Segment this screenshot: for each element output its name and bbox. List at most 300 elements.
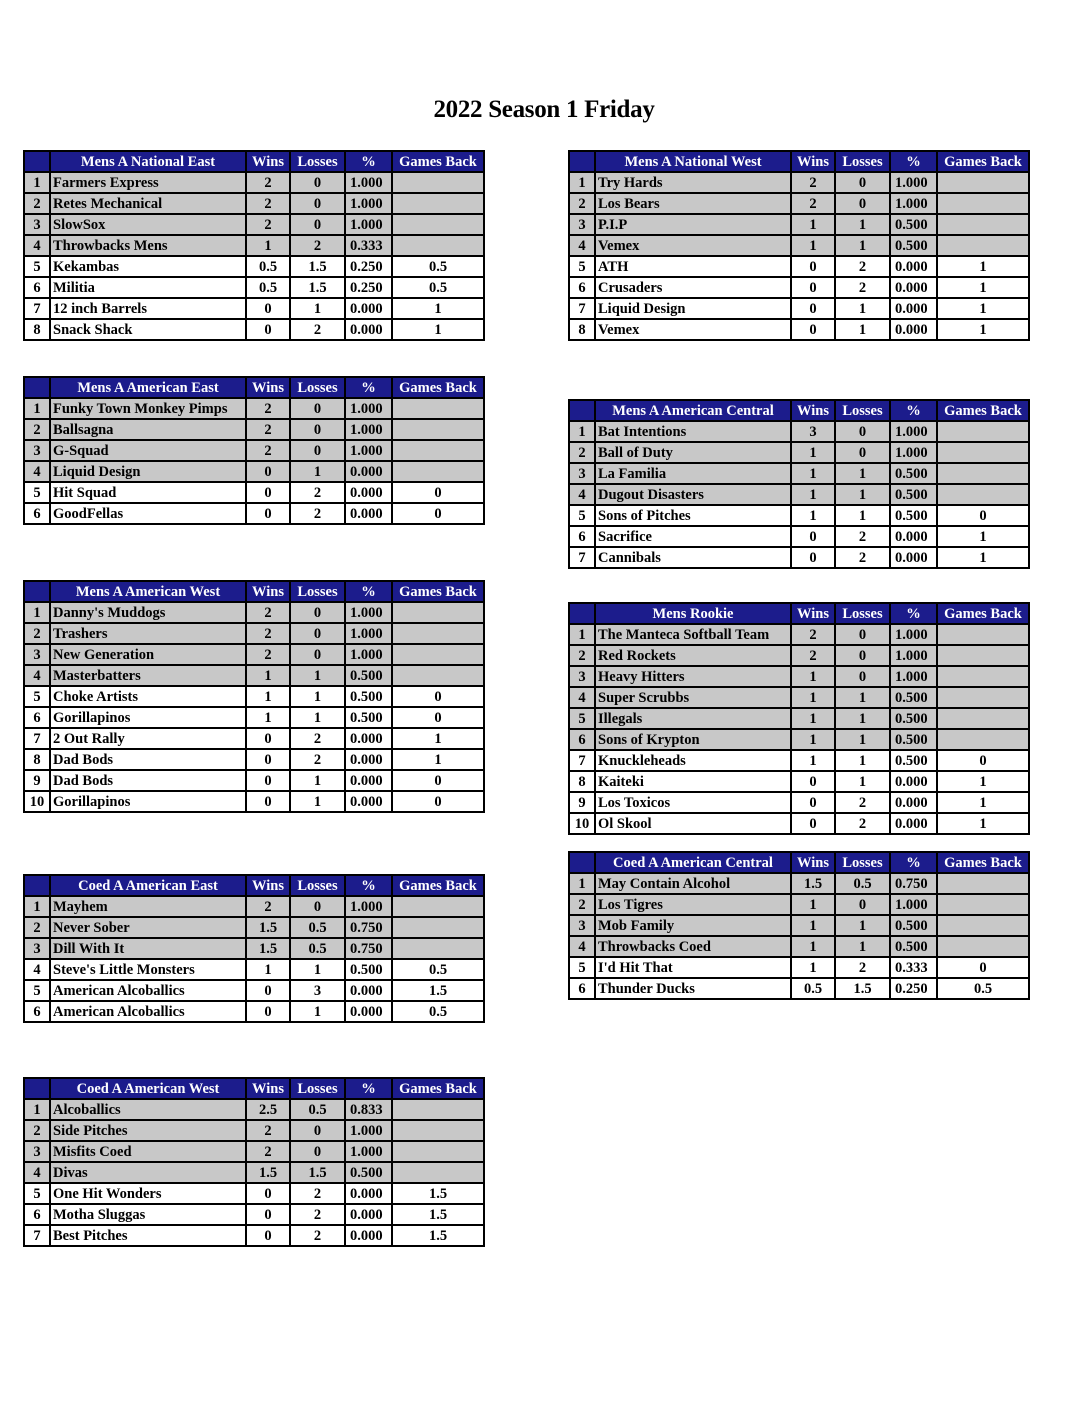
standings-table-coed-a-american-east (23, 874, 485, 1023)
rank-cell: 6 (24, 1001, 50, 1022)
wins-cell: 0 (791, 547, 835, 568)
pct-cell: 0.000 (890, 256, 937, 277)
losses-cell: 0.5 (290, 917, 345, 938)
th-wins: Wins (246, 581, 290, 602)
pct-cell: 1.000 (345, 398, 392, 419)
losses-cell: 1 (835, 463, 890, 484)
wins-cell: 1 (791, 484, 835, 505)
games-back-cell: 0 (392, 791, 484, 812)
wins-cell: 2 (246, 1141, 290, 1162)
losses-cell: 1 (290, 791, 345, 812)
games-back-cell: 1 (392, 749, 484, 770)
pct-cell: 0.000 (345, 1225, 392, 1246)
team-name: Sacrifice (595, 526, 791, 547)
games-back-cell: 1 (937, 256, 1029, 277)
th-games-back: Games Back (937, 603, 1029, 624)
pct-cell: 1.000 (345, 440, 392, 461)
team-name: Kekambas (50, 256, 246, 277)
rank-cell: 3 (569, 915, 595, 936)
games-back-cell: 1 (392, 728, 484, 749)
losses-cell: 2 (835, 277, 890, 298)
table-row (24, 1001, 484, 1022)
th-rank (24, 875, 50, 896)
rank-cell: 3 (569, 666, 595, 687)
rank-cell: 10 (24, 791, 50, 812)
games-back-cell (392, 1162, 484, 1183)
losses-cell: 1 (290, 1001, 345, 1022)
wins-cell: 0 (246, 980, 290, 1001)
losses-cell: 2 (835, 256, 890, 277)
wins-cell: 0 (246, 319, 290, 340)
wins-cell: 2 (791, 193, 835, 214)
losses-cell: 2 (290, 482, 345, 503)
pct-cell: 1.000 (890, 442, 937, 463)
th-rank (569, 852, 595, 873)
pct-cell: 1.000 (890, 894, 937, 915)
pct-cell: 1.000 (345, 602, 392, 623)
th-losses: Losses (835, 151, 890, 172)
losses-cell: 1 (290, 665, 345, 686)
th-wins: Wins (791, 400, 835, 421)
rank-cell: 3 (569, 463, 595, 484)
team-name: Hit Squad (50, 482, 246, 503)
wins-cell: 2 (246, 193, 290, 214)
th-pct: % (345, 377, 392, 398)
wins-cell: 0 (246, 770, 290, 791)
header-row (569, 852, 1029, 873)
rank-cell: 5 (24, 980, 50, 1001)
pct-cell: 0.000 (890, 771, 937, 792)
team-name: Mayhem (50, 896, 246, 917)
pct-cell: 0.500 (890, 505, 937, 526)
rank-cell: 1 (569, 172, 595, 193)
rank-cell: 6 (569, 277, 595, 298)
wins-cell: 0 (246, 749, 290, 770)
wins-cell: 2 (246, 214, 290, 235)
team-name: Vemex (595, 319, 791, 340)
rank-cell: 5 (569, 256, 595, 277)
losses-cell: 2 (835, 813, 890, 834)
pct-cell: 0.500 (345, 959, 392, 980)
games-back-cell (937, 666, 1029, 687)
table-row (24, 482, 484, 503)
losses-cell: 1 (835, 484, 890, 505)
wins-cell: 0 (791, 792, 835, 813)
rank-cell: 8 (569, 771, 595, 792)
rank-cell: 5 (24, 482, 50, 503)
page-title: 2022 Season 1 Friday (433, 96, 655, 123)
rank-cell: 6 (569, 526, 595, 547)
pct-cell: 0.500 (890, 936, 937, 957)
pct-cell: 0.750 (345, 917, 392, 938)
pct-cell: 1.000 (890, 624, 937, 645)
losses-cell: 1 (835, 319, 890, 340)
table-row (24, 791, 484, 812)
losses-cell: 2 (290, 235, 345, 256)
rank-cell: 4 (24, 235, 50, 256)
pct-cell: 1.000 (890, 172, 937, 193)
wins-cell: 2 (791, 645, 835, 666)
losses-cell: 1 (290, 707, 345, 728)
losses-cell: 0 (290, 644, 345, 665)
games-back-cell: 1.5 (392, 980, 484, 1001)
standings-table-coed-a-american-central (568, 851, 1030, 1000)
rank-cell: 8 (24, 749, 50, 770)
games-back-cell (392, 1099, 484, 1120)
team-name: May Contain Alcohol (595, 873, 791, 894)
table-row (24, 896, 484, 917)
team-name: Steve's Little Monsters (50, 959, 246, 980)
team-name: Gorillapinos (50, 791, 246, 812)
th-pct: % (890, 400, 937, 421)
losses-cell: 0 (835, 442, 890, 463)
games-back-cell (937, 936, 1029, 957)
losses-cell: 0 (290, 896, 345, 917)
rank-cell: 8 (24, 319, 50, 340)
losses-cell: 2 (835, 792, 890, 813)
games-back-cell (937, 624, 1029, 645)
table-row (569, 319, 1029, 340)
games-back-cell: 1 (392, 298, 484, 319)
games-back-cell (937, 421, 1029, 442)
th-losses: Losses (290, 151, 345, 172)
pct-cell: 0.250 (345, 277, 392, 298)
team-name: Militia (50, 277, 246, 298)
rank-cell: 6 (569, 978, 595, 999)
wins-cell: 1 (246, 686, 290, 707)
losses-cell: 0 (290, 193, 345, 214)
wins-cell: 3 (791, 421, 835, 442)
pct-cell: 0.500 (345, 686, 392, 707)
wins-cell: 1 (791, 729, 835, 750)
pct-cell: 0.000 (345, 980, 392, 1001)
wins-cell: 0 (246, 482, 290, 503)
th-losses: Losses (290, 875, 345, 896)
games-back-cell (392, 917, 484, 938)
header-row (24, 1078, 484, 1099)
wins-cell: 1 (791, 235, 835, 256)
header-row (569, 603, 1029, 624)
games-back-cell: 0.5 (937, 978, 1029, 999)
wins-cell: 1 (791, 442, 835, 463)
losses-cell: 1.5 (835, 978, 890, 999)
losses-cell: 1 (290, 686, 345, 707)
team-name: 12 inch Barrels (50, 298, 246, 319)
table-row (24, 1141, 484, 1162)
games-back-cell (937, 708, 1029, 729)
rank-cell: 5 (569, 957, 595, 978)
team-name: One Hit Wonders (50, 1183, 246, 1204)
games-back-cell (392, 1141, 484, 1162)
table-row (569, 978, 1029, 999)
games-back-cell: 1.5 (392, 1225, 484, 1246)
th-games-back: Games Back (937, 400, 1029, 421)
team-name: Farmers Express (50, 172, 246, 193)
th-pct: % (345, 151, 392, 172)
table-row (24, 503, 484, 524)
rank-cell: 7 (24, 728, 50, 749)
pct-cell: 0.500 (890, 687, 937, 708)
table-row (569, 957, 1029, 978)
team-name: Super Scrubbs (595, 687, 791, 708)
rank-cell: 6 (569, 729, 595, 750)
division-name: Mens A American West (50, 581, 246, 602)
table-row (24, 644, 484, 665)
losses-cell: 1 (290, 770, 345, 791)
rank-cell: 7 (569, 298, 595, 319)
wins-cell: 0 (246, 728, 290, 749)
table-row (569, 645, 1029, 666)
rank-cell: 5 (569, 505, 595, 526)
team-name: Liquid Design (50, 461, 246, 482)
games-back-cell (937, 442, 1029, 463)
division-name: Mens A National West (595, 151, 791, 172)
wins-cell: 0 (246, 503, 290, 524)
rank-cell: 2 (569, 193, 595, 214)
table-row (24, 461, 484, 482)
rank-cell: 9 (569, 792, 595, 813)
pct-cell: 0.500 (890, 463, 937, 484)
wins-cell: 2 (246, 602, 290, 623)
losses-cell: 1 (835, 708, 890, 729)
games-back-cell (937, 729, 1029, 750)
team-name: Danny's Muddogs (50, 602, 246, 623)
team-name: ATH (595, 256, 791, 277)
pct-cell: 1.000 (890, 421, 937, 442)
rank-cell: 7 (569, 547, 595, 568)
losses-cell: 0 (835, 624, 890, 645)
rank-cell: 2 (569, 645, 595, 666)
games-back-cell (392, 235, 484, 256)
pct-cell: 0.000 (345, 728, 392, 749)
division-name: Mens A National East (50, 151, 246, 172)
table-row (24, 440, 484, 461)
pct-cell: 0.333 (345, 235, 392, 256)
losses-cell: 1 (290, 298, 345, 319)
rank-cell: 8 (569, 319, 595, 340)
th-pct: % (345, 581, 392, 602)
games-back-cell (392, 602, 484, 623)
losses-cell: 0 (835, 172, 890, 193)
table-row (24, 917, 484, 938)
team-name: Alcoballics (50, 1099, 246, 1120)
division-name: Coed A American Central (595, 852, 791, 873)
pct-cell: 0.500 (890, 729, 937, 750)
team-name: Never Sober (50, 917, 246, 938)
games-back-cell: 0.5 (392, 256, 484, 277)
rank-cell: 6 (24, 503, 50, 524)
team-name: Liquid Design (595, 298, 791, 319)
wins-cell: 2 (246, 419, 290, 440)
rank-cell: 1 (24, 172, 50, 193)
wins-cell: 2 (246, 1120, 290, 1141)
losses-cell: 0 (290, 440, 345, 461)
table-row (569, 421, 1029, 442)
th-games-back: Games Back (392, 875, 484, 896)
rank-cell: 4 (569, 936, 595, 957)
losses-cell: 1 (835, 214, 890, 235)
losses-cell: 2 (835, 957, 890, 978)
table-row (569, 172, 1029, 193)
wins-cell: 0 (791, 277, 835, 298)
team-name: Throwbacks Mens (50, 235, 246, 256)
pct-cell: 0.500 (890, 235, 937, 256)
team-name: Sons of Krypton (595, 729, 791, 750)
team-name: P.I.P (595, 214, 791, 235)
pct-cell: 0.000 (345, 503, 392, 524)
pct-cell: 1.000 (890, 193, 937, 214)
rank-cell: 1 (24, 1099, 50, 1120)
wins-cell: 1 (791, 463, 835, 484)
team-name: Choke Artists (50, 686, 246, 707)
losses-cell: 0.5 (290, 1099, 345, 1120)
losses-cell: 2 (290, 749, 345, 770)
th-losses: Losses (290, 1078, 345, 1099)
wins-cell: 1 (246, 707, 290, 728)
division-name: Mens Rookie (595, 603, 791, 624)
table-row (24, 398, 484, 419)
games-back-cell: 1 (937, 771, 1029, 792)
games-back-cell: 1 (937, 813, 1029, 834)
rank-cell: 2 (24, 419, 50, 440)
table-row (24, 938, 484, 959)
wins-cell: 0.5 (246, 277, 290, 298)
wins-cell: 0 (246, 1001, 290, 1022)
games-back-cell: 0.5 (392, 1001, 484, 1022)
th-wins: Wins (246, 875, 290, 896)
games-back-cell (392, 938, 484, 959)
games-back-cell: 1 (937, 298, 1029, 319)
pct-cell: 0.000 (345, 319, 392, 340)
games-back-cell (937, 214, 1029, 235)
rank-cell: 2 (24, 1120, 50, 1141)
rank-cell: 1 (569, 873, 595, 894)
games-back-cell (392, 172, 484, 193)
games-back-cell: 0 (392, 503, 484, 524)
rank-cell: 3 (24, 1141, 50, 1162)
team-name: Knuckleheads (595, 750, 791, 771)
th-losses: Losses (290, 377, 345, 398)
team-name: Divas (50, 1162, 246, 1183)
team-name: 2 Out Rally (50, 728, 246, 749)
table-row (24, 686, 484, 707)
pct-cell: 0.000 (345, 791, 392, 812)
pct-cell: 0.000 (345, 461, 392, 482)
team-name: Los Tigres (595, 894, 791, 915)
games-back-cell (392, 1120, 484, 1141)
losses-cell: 1 (835, 505, 890, 526)
standings-table-mens-rookie (568, 602, 1030, 835)
standings-table-mens-a-american-central (568, 399, 1030, 569)
division-name: Mens A American Central (595, 400, 791, 421)
pct-cell: 0.750 (890, 873, 937, 894)
wins-cell: 1 (791, 894, 835, 915)
losses-cell: 2 (290, 1204, 345, 1225)
losses-cell: 1 (290, 959, 345, 980)
losses-cell: 1.5 (290, 1162, 345, 1183)
standings-table-mens-a-american-west (23, 580, 485, 813)
table-row (24, 707, 484, 728)
team-name: I'd Hit That (595, 957, 791, 978)
wins-cell: 2 (791, 172, 835, 193)
rank-cell: 1 (569, 421, 595, 442)
losses-cell: 2 (290, 319, 345, 340)
losses-cell: 0 (290, 1141, 345, 1162)
table-row (569, 750, 1029, 771)
th-wins: Wins (791, 852, 835, 873)
table-row (569, 463, 1029, 484)
losses-cell: 2 (290, 728, 345, 749)
team-name: Motha Sluggas (50, 1204, 246, 1225)
rank-cell: 2 (569, 442, 595, 463)
losses-cell: 2 (290, 1225, 345, 1246)
pct-cell: 1.000 (345, 214, 392, 235)
table-row (569, 484, 1029, 505)
games-back-cell: 1 (392, 319, 484, 340)
th-wins: Wins (246, 1078, 290, 1099)
games-back-cell: 0 (937, 957, 1029, 978)
table-row (24, 1225, 484, 1246)
wins-cell: 0.5 (246, 256, 290, 277)
team-name: Vemex (595, 235, 791, 256)
pct-cell: 0.000 (345, 298, 392, 319)
team-name: Bat Intentions (595, 421, 791, 442)
rank-cell: 3 (24, 214, 50, 235)
th-rank (569, 400, 595, 421)
table-row (24, 959, 484, 980)
pct-cell: 0.500 (890, 915, 937, 936)
team-name: GoodFellas (50, 503, 246, 524)
pct-cell: 0.000 (890, 526, 937, 547)
rank-cell: 3 (24, 440, 50, 461)
division-name: Mens A American East (50, 377, 246, 398)
team-name: Red Rockets (595, 645, 791, 666)
team-name: Crusaders (595, 277, 791, 298)
th-wins: Wins (791, 603, 835, 624)
table-row (569, 915, 1029, 936)
wins-cell: 0 (791, 319, 835, 340)
table-row (24, 1204, 484, 1225)
losses-cell: 2 (290, 1183, 345, 1204)
team-name: Heavy Hitters (595, 666, 791, 687)
games-back-cell: 0.5 (392, 959, 484, 980)
rank-cell: 1 (24, 398, 50, 419)
th-pct: % (890, 603, 937, 624)
standings-table-mens-a-national-east (23, 150, 485, 341)
table-row (24, 419, 484, 440)
team-name: Ball of Duty (595, 442, 791, 463)
pct-cell: 1.000 (345, 193, 392, 214)
wins-cell: 1 (791, 957, 835, 978)
team-name: Trashers (50, 623, 246, 644)
rank-cell: 2 (24, 917, 50, 938)
wins-cell: 2.5 (246, 1099, 290, 1120)
rank-cell: 4 (569, 484, 595, 505)
games-back-cell (937, 193, 1029, 214)
losses-cell: 0 (290, 602, 345, 623)
team-name: New Generation (50, 644, 246, 665)
wins-cell: 0 (246, 1183, 290, 1204)
table-row (569, 547, 1029, 568)
losses-cell: 3 (290, 980, 345, 1001)
wins-cell: 2 (246, 896, 290, 917)
team-name: Dad Bods (50, 770, 246, 791)
th-rank (24, 581, 50, 602)
th-rank (24, 151, 50, 172)
wins-cell: 1 (791, 936, 835, 957)
team-name: Masterbatters (50, 665, 246, 686)
wins-cell: 2 (246, 172, 290, 193)
